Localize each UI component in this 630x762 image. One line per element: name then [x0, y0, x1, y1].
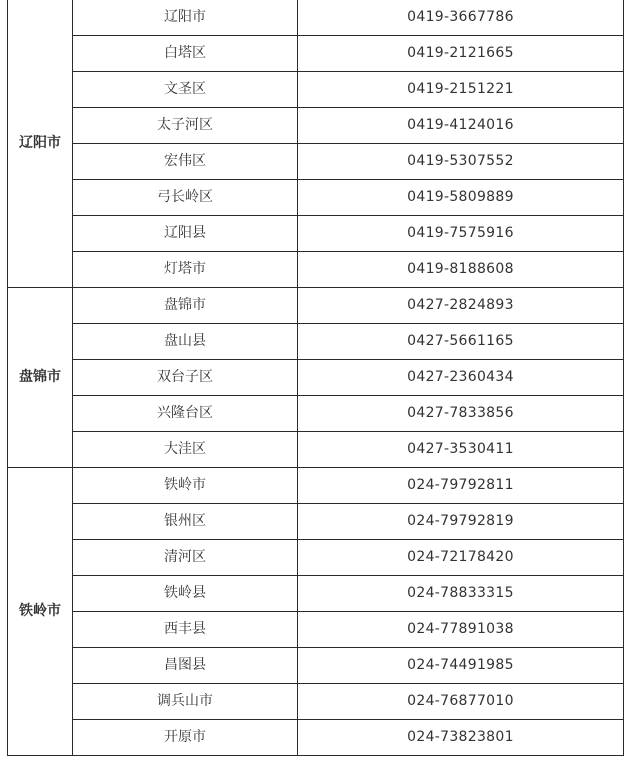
table-row [8, 180, 624, 216]
phone-cell: 0419-2121665 [298, 36, 624, 72]
phone-cell: 024-78833315 [298, 576, 624, 612]
district-cell: 清河区 [73, 540, 298, 576]
contact-phone-table [7, 0, 624, 756]
phone-cell: 0427-2360434 [298, 360, 624, 396]
district-cell: 大洼区 [73, 432, 298, 468]
district-cell: 昌图县 [73, 648, 298, 684]
phone-cell: 024-74491985 [298, 648, 624, 684]
phone-cell: 0427-3530411 [298, 432, 624, 468]
table-row [8, 540, 624, 576]
phone-cell: 024-79792811 [298, 468, 624, 504]
phone-cell: 024-73823801 [298, 720, 624, 756]
district-cell: 太子河区 [73, 108, 298, 144]
city-cell: 辽阳市 [8, 0, 73, 288]
table-row [8, 396, 624, 432]
table-row [8, 432, 624, 468]
table-row [8, 612, 624, 648]
table-row [8, 288, 624, 324]
phone-cell: 024-79792819 [298, 504, 624, 540]
city-cell: 盘锦市 [8, 288, 73, 468]
phone-cell: 0419-7575916 [298, 216, 624, 252]
city-cell: 铁岭市 [8, 468, 73, 756]
phone-cell: 0427-5661165 [298, 324, 624, 360]
table-row [8, 108, 624, 144]
district-cell: 辽阳县 [73, 216, 298, 252]
district-cell: 文圣区 [73, 72, 298, 108]
phone-cell: 0419-5307552 [298, 144, 624, 180]
phone-cell: 024-77891038 [298, 612, 624, 648]
table-row [8, 252, 624, 288]
district-cell: 辽阳市 [73, 0, 298, 36]
district-cell: 银州区 [73, 504, 298, 540]
district-cell: 弓长岭区 [73, 180, 298, 216]
district-cell: 盘山县 [73, 324, 298, 360]
phone-cell: 0419-5809889 [298, 180, 624, 216]
table-row [8, 324, 624, 360]
district-cell: 宏伟区 [73, 144, 298, 180]
table-row [8, 504, 624, 540]
phone-cell: 0427-7833856 [298, 396, 624, 432]
phone-cell: 0419-2151221 [298, 72, 624, 108]
phone-cell: 024-76877010 [298, 684, 624, 720]
district-cell: 白塔区 [73, 36, 298, 72]
table-row [8, 0, 624, 36]
district-cell: 铁岭市 [73, 468, 298, 504]
district-cell: 双台子区 [73, 360, 298, 396]
table-row [8, 144, 624, 180]
district-cell: 盘锦市 [73, 288, 298, 324]
table-row [8, 720, 624, 756]
table-body [8, 0, 624, 756]
phone-cell: 024-72178420 [298, 540, 624, 576]
table-row [8, 216, 624, 252]
table-row [8, 468, 624, 504]
phone-cell: 0419-8188608 [298, 252, 624, 288]
table-row [8, 648, 624, 684]
district-cell: 调兵山市 [73, 684, 298, 720]
table-row [8, 360, 624, 396]
phone-cell: 0427-2824893 [298, 288, 624, 324]
phone-cell: 0419-4124016 [298, 108, 624, 144]
district-cell: 灯塔市 [73, 252, 298, 288]
table-row [8, 576, 624, 612]
district-cell: 开原市 [73, 720, 298, 756]
table-row [8, 684, 624, 720]
district-cell: 兴隆台区 [73, 396, 298, 432]
table-row [8, 36, 624, 72]
district-cell: 西丰县 [73, 612, 298, 648]
phone-cell: 0419-3667786 [298, 0, 624, 36]
table-row [8, 72, 624, 108]
district-cell: 铁岭县 [73, 576, 298, 612]
